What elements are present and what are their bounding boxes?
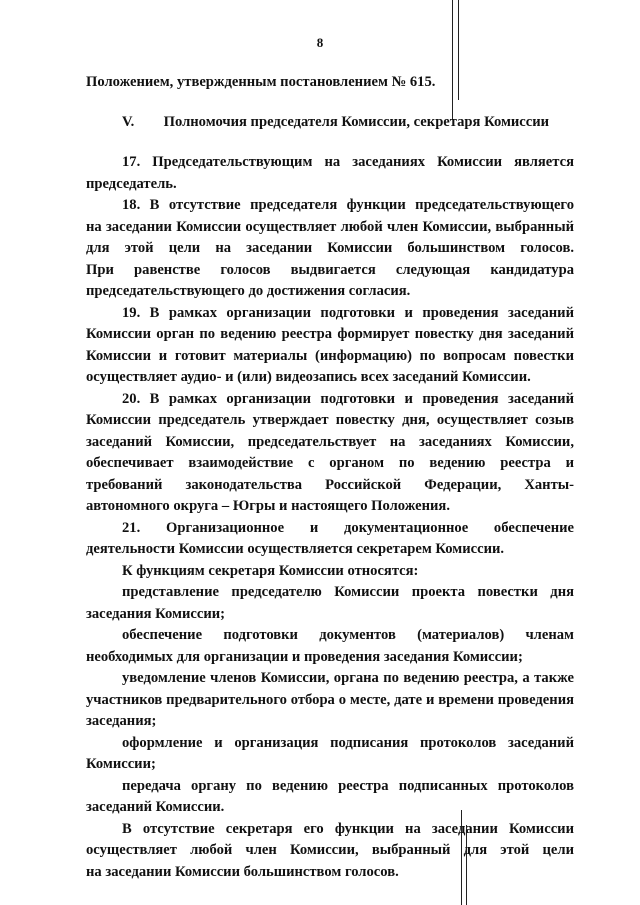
function-item-line: представление председателю Комиссии проекта повестки дня [122, 584, 574, 600]
closing-paragraph-line: на заседании Комиссии большинством голосов. [86, 863, 399, 880]
paragraph-20-line: требований законодательства Российской Федерации, Ханты- [86, 476, 574, 493]
paragraph-18-line: для этой цели на заседании Комиссии большинством голосов. [86, 240, 574, 256]
function-item-line: заседаний Комиссии. [86, 799, 225, 815]
paragraph-20-line: обеспечивает взаимодействие с органом по ведению реестра и [86, 455, 574, 471]
closing-paragraph-line: осуществляет любой член Комиссии, выбранный для этой цели [86, 842, 574, 858]
paragraph-20-line: 20. В рамках организации подготовки и проведения заседаний [122, 390, 574, 407]
paragraph-20-line: автономного округа – Югры и настоящего Положения. [86, 498, 450, 514]
section-heading [122, 114, 549, 131]
paragraph-17-line: председатель. [86, 175, 177, 192]
paragraph-19-line: Комиссии орган по ведению реестра формирует повестку дня заседаний [86, 326, 574, 342]
function-item-line: заседания Комиссии; [86, 605, 225, 622]
paragraph-21-line: 21. Организационное и документационное обеспечение [122, 519, 574, 536]
scan-artifact-line [452, 0, 453, 120]
function-item-line: необходимых для организации и проведения заседания Комиссии; [86, 648, 523, 665]
function-item-line: заседания; [86, 713, 157, 729]
paragraph-17-line: 17. Председательствующим на заседаниях Комиссии является [122, 154, 574, 170]
function-item-line: уведомление членов Комиссии, органа по ведению реестра, а также [122, 670, 574, 686]
closing-line-previous-section [86, 72, 574, 94]
section-body [86, 152, 574, 883]
function-item-line: обеспечение подготовки документов (материалов) членам [122, 627, 574, 643]
paragraph-20-line: заседаний Комиссии, председательствует на заседаниях Комиссии, [86, 433, 574, 450]
paragraph-19-line: осуществляет аудио- и (или) видеозапись всех заседаний Комиссии. [86, 369, 531, 385]
section-title: Полномочия председателя Комиссии, секретаря Комиссии [163, 114, 550, 130]
closing-paragraph-line: В отсутствие секретаря его функции на заседании Комиссии [122, 820, 574, 837]
paragraph-19-line: 19. В рамках организации подготовки и проведения заседаний [122, 304, 574, 321]
section-number: V. [122, 114, 135, 130]
function-item-line: передача органу по ведению реестра подписанных протоколов [122, 777, 574, 794]
paragraph-18-line: председательствующего до достижения согласия. [86, 283, 411, 299]
paragraph-18-line: на заседании Комиссии осуществляет любой член Комиссии, выбранный [86, 218, 574, 235]
page-number: 8 [316, 35, 324, 50]
function-item-line: Комиссии; [86, 756, 156, 772]
text-line: Положением, утвержденным постановлением № 615. [86, 74, 436, 90]
secretary-functions-intro: К функциям секретаря Комиссии относятся: [122, 562, 419, 579]
function-item-line: участников предварительного отбора о месте, дате и времени проведения [86, 691, 574, 708]
paragraph-19-line: Комиссии и готовит материалы (информацию) по вопросам повестки [86, 347, 574, 364]
function-item-line: оформление и организация подписания протоколов заседаний [122, 734, 574, 751]
paragraph-18-line: При равенстве голосов выдвигается следующая кандидатура [86, 261, 574, 278]
paragraph-18-line: 18. В отсутствие председателя функции председательствующего [122, 197, 574, 213]
paragraph-20-line: Комиссии председатель утверждает повестку дня, осуществляет созыв [86, 412, 574, 428]
paragraph-21-line: деятельности Комиссии осуществляется секретарем Комиссии. [86, 541, 505, 557]
